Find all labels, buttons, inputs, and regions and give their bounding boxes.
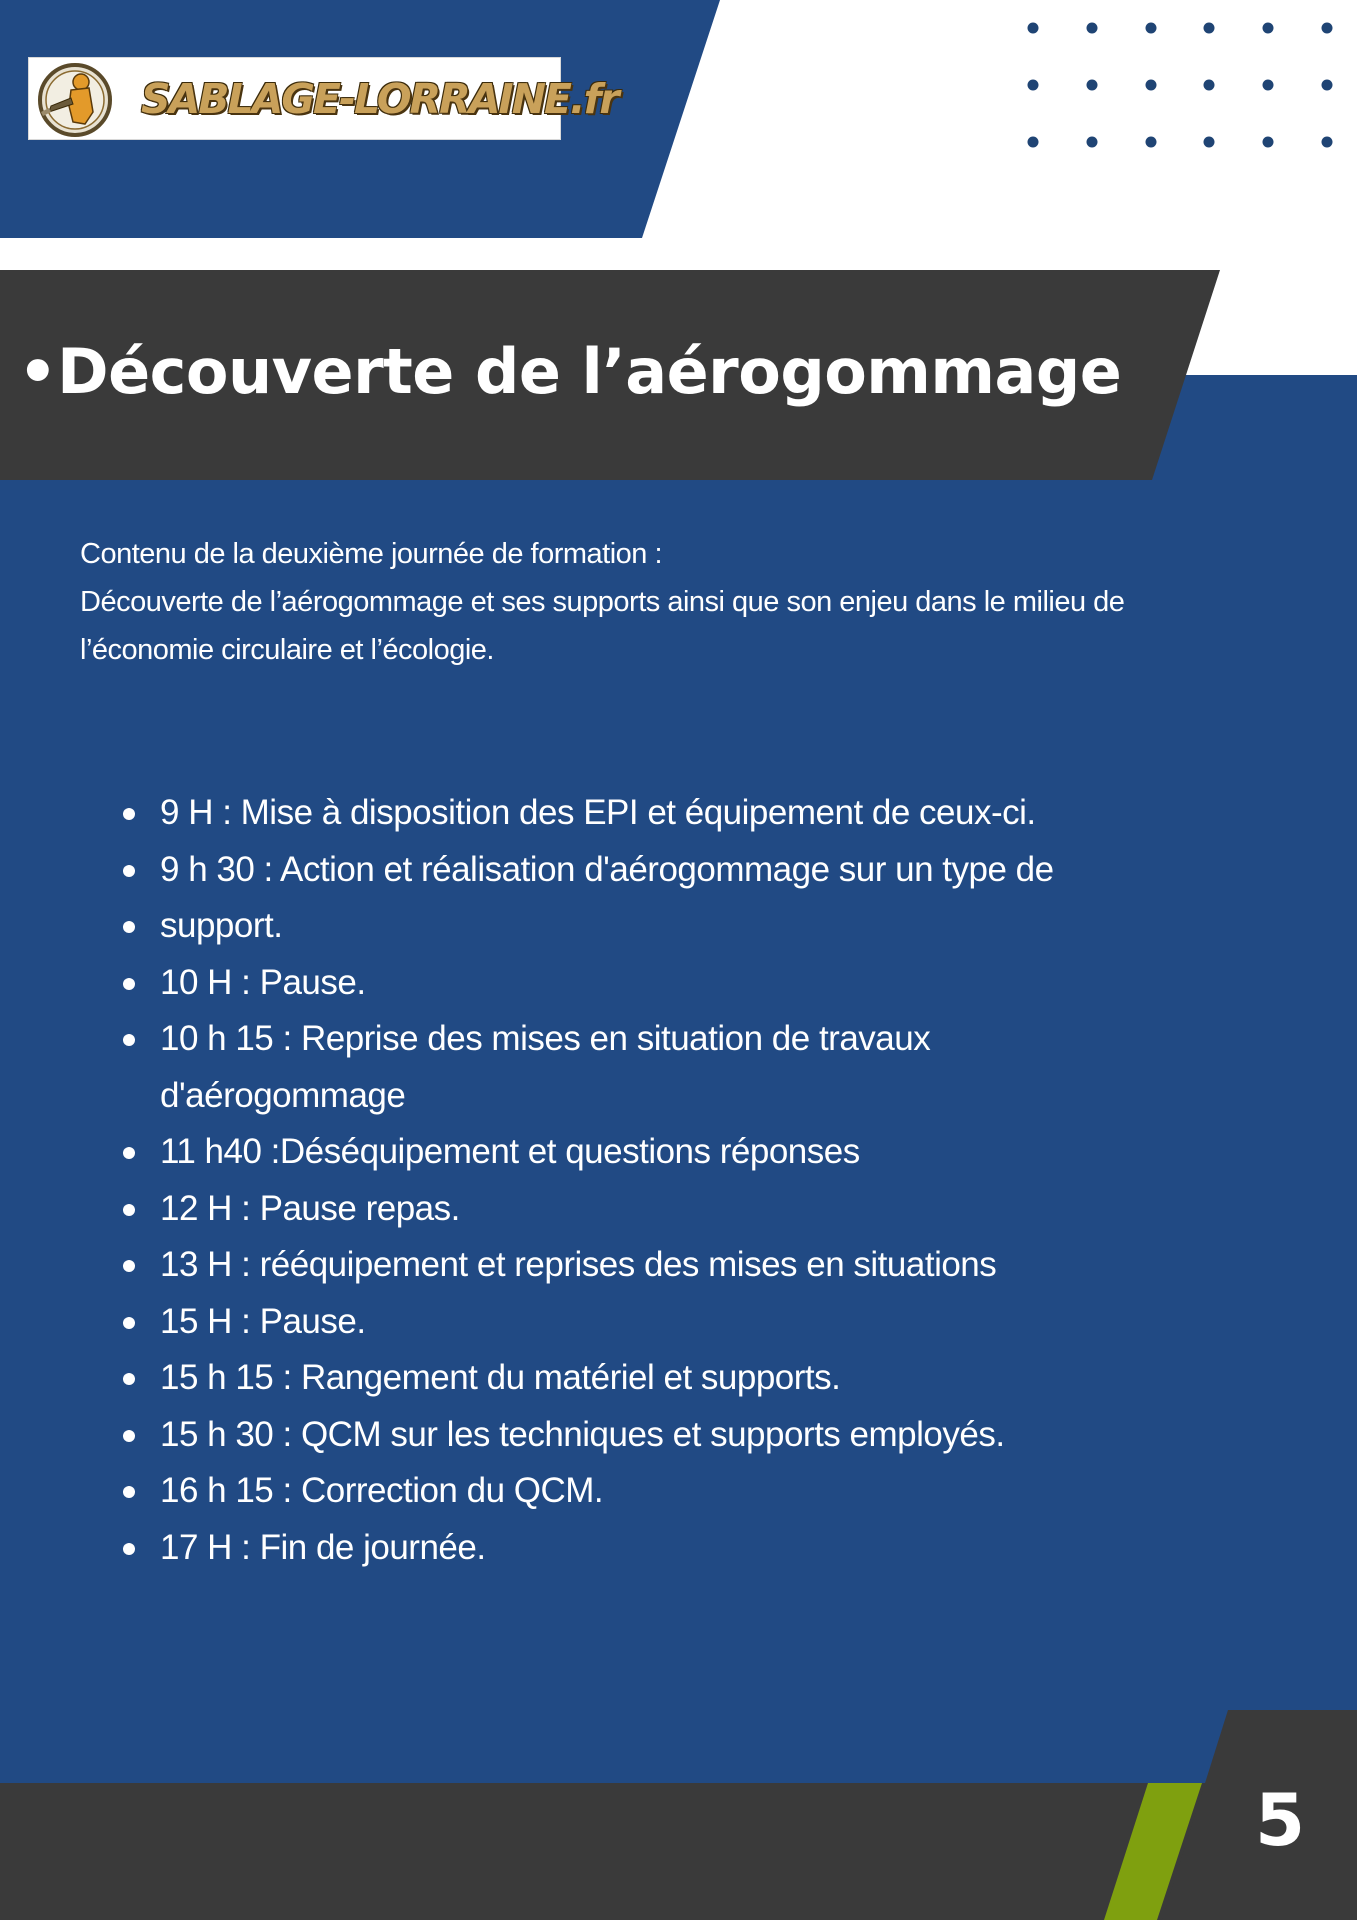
schedule-list: [120, 785, 1220, 1576]
schedule-item-text: 15 h 30 : QCM sur les techniques et supports employés.: [160, 1414, 1005, 1454]
schedule-item-text: 17 H : Fin de journée.: [160, 1527, 486, 1567]
company-logo[interactable]: [28, 57, 618, 140]
schedule-item-text: 15 H : Pause.: [160, 1301, 366, 1341]
logo-wordmark: SABLAGE-LORRAINE.fr: [141, 75, 618, 123]
bullet-icon: [123, 1034, 135, 1046]
schedule-item: [120, 1294, 1220, 1351]
intro-paragraph: [80, 530, 1280, 674]
schedule-item-continuation: d'aérogommage: [160, 1075, 406, 1115]
schedule-item-text: 13 H : rééquipement et reprises des mises en situations: [160, 1245, 997, 1284]
page-title: •Découverte de l’aérogommage: [18, 335, 1122, 408]
schedule-item: [120, 1350, 1220, 1407]
bullet-icon: [123, 1147, 135, 1159]
schedule-item: [120, 1011, 1220, 1124]
schedule-item: [120, 1463, 1220, 1520]
schedule-item: [120, 1181, 1220, 1238]
bullet-icon: [123, 808, 135, 820]
intro-line: Découverte de l’aérogommage et ses supports ainsi que son enjeu dans le milieu de: [80, 586, 1125, 618]
schedule-item: [120, 1237, 1220, 1294]
bullet-icon: [123, 1486, 135, 1498]
bullet-icon: [123, 865, 135, 877]
sandblaster-worker-emblem-icon: [37, 62, 113, 138]
schedule-item-text: 10 H : Pause.: [160, 962, 366, 1002]
schedule-item: [120, 1520, 1220, 1577]
bullet-icon: [123, 921, 135, 933]
page-number: 5: [1254, 1778, 1306, 1862]
schedule-item-text: 11 h40 :Déséquipement et questions réponses: [160, 1132, 860, 1171]
bullet-icon: [123, 978, 135, 990]
schedule-item: [120, 785, 1220, 842]
schedule-item: [120, 955, 1220, 1012]
schedule-item: [120, 1124, 1220, 1181]
schedule-item: [120, 842, 1220, 899]
bullet-icon: [123, 1317, 135, 1329]
schedule-item: [120, 898, 1220, 955]
bullet-icon: [123, 1430, 135, 1442]
bullet-icon: [123, 1543, 135, 1555]
schedule-item-text: 10 h 15 : Reprise des mises en situation de travaux: [160, 1019, 931, 1058]
schedule-item-text: 15 h 15 : Rangement du matériel et supports.: [160, 1358, 841, 1397]
white-corner: [1190, 270, 1357, 375]
intro-line: l’économie circulaire et l’écologie.: [80, 634, 494, 666]
bullet-icon: [123, 1373, 135, 1385]
schedule-item-text: 9 H : Mise à disposition des EPI et équipement de ceux-ci.: [160, 793, 1036, 832]
schedule-item-text: 12 H : Pause repas.: [160, 1188, 460, 1228]
schedule-item-text: 9 h 30 : Action et réalisation d'aérogommage sur un type de: [160, 849, 1054, 889]
schedule-item-text: support.: [160, 906, 283, 945]
bullet-icon: [123, 1204, 135, 1216]
intro-line: Contenu de la deuxième journée de formation :: [80, 538, 663, 570]
bullet-icon: [123, 1260, 135, 1272]
decorative-dot-grid: [1028, 23, 1333, 148]
schedule-item-text: 16 h 15 : Correction du QCM.: [160, 1471, 604, 1510]
schedule-item: [120, 1407, 1220, 1464]
